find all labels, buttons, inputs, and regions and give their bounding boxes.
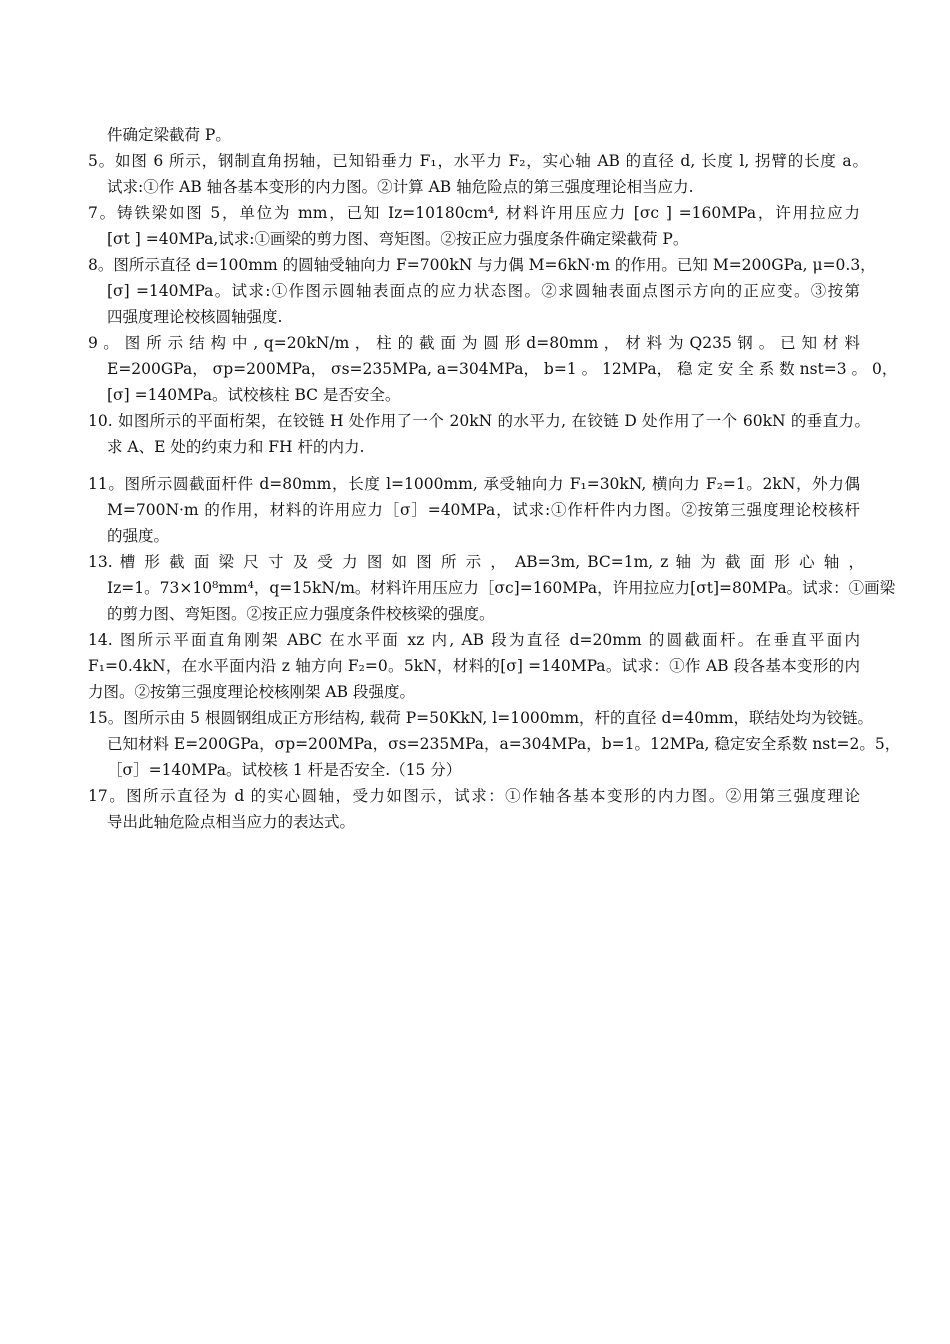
problem-13-line: 13. 槽 形 截 面 梁 尺 寸 及 受 力 图 如 图 所 示 ， AB=3m, BC=1m, z 轴 为 截 面 形 心 轴 ， bbox=[88, 553, 864, 571]
text-line: E=200GPa， σp=200MPa， σs=235MPa, a=304MPa， b=1 。 12MPa， 稳 定 安 全 系 数 nst=3 。 0， bbox=[107, 360, 898, 378]
text-line: 求 A、E 处的约束力和 FH 杆的内力. bbox=[107, 438, 365, 456]
text-line: [σt ] =40MPa,试求:①画梁的剪力图、弯矩图。②按正应力强度条件确定梁截荷 P。 bbox=[107, 230, 689, 248]
problem-14-line: 14. 图所示平面直角刚架 ABC 在水平面 xz 内, AB 段为直径 d=20mm 的圆截面杆。在垂直平面内 bbox=[88, 631, 860, 649]
text-line: F₁=0.4kN，在水平面内沿 z 轴方向 F₂=0。5kN，材料的[σ] =140MPa。试求：①作 AB 段各基本变形的内 bbox=[88, 657, 860, 675]
problem-15-line: 15。图所示由 5 根圆钢组成正方形结构, 载荷 P=50KkN, l=1000mm，杆的直径 d=40mm，联结处均为铰链。 bbox=[88, 709, 874, 727]
text-line: 导出此轴危险点相当应力的表达式。 bbox=[107, 813, 356, 831]
text-line: [σ] =140MPa。试求:①作图示圆轴表面点的应力状态图。②求圆轴表面点图示方向的正应变。③按第 bbox=[107, 282, 860, 300]
text-line: 的强度。 bbox=[107, 527, 170, 545]
text-line: [σ] =140MPa。试校核柱 BC 是否安全。 bbox=[107, 386, 401, 404]
text-line: 试求:①作 AB 轴各基本变形的内力图。②计算 AB 轴危险点的第三强度理论相当应力. bbox=[107, 178, 694, 196]
text-line: 的剪力图、弯矩图。②按正应力强度条件校核梁的强度。 bbox=[107, 605, 495, 623]
text-line: ［σ］=140MPa。试校核 1 杆是否安全.（15 分） bbox=[107, 761, 462, 779]
problem-11-line: 11。图所示圆截面杆件 d=80mm，长度 l=1000mm, 承受轴向力 F₁=30kN, 横向力 F₂=1。2kN，外力偶 bbox=[88, 475, 860, 493]
problem-9-line: 9 。 图 所 示 结 构 中 , q=20kN/m ， 柱 的 截 面 为 圆 形 d=80mm ， 材 料 为 Q235 钢 。 已 知 材 料 bbox=[88, 334, 860, 352]
problem-7-line: 7。铸铁梁如图 5，单位为 mm，已知 Iz=10180cm⁴, 材料许用压应力 [σc ] =160MPa，许用拉应力 bbox=[88, 204, 860, 222]
problem-10-line: 10. 如图所示的平面桁架，在铰链 H 处作用了一个 20kN 的水平力, 在铰链 D 处作用了一个 60kN 的垂直力。 bbox=[88, 412, 870, 430]
text-line: 力图。②按第三强度理论校核刚架 AB 段强度。 bbox=[88, 683, 415, 701]
text-line: 四强度理论校核圆轴强度. bbox=[107, 308, 283, 326]
text-line: Iz=1。73×10⁸mm⁴，q=15kN/m。材料许用压应力［σc]=160MPa，许用拉应力[σt]=80MPa。试求：①画梁 bbox=[107, 579, 896, 597]
text-line: M=700N·m 的作用，材料的许用应力［σ］=40MPa，试求:①作杆件内力图。②按第三强度理论校核杆 bbox=[107, 501, 860, 519]
text-line: 已知材料 E=200GPa，σp=200MPa，σs=235MPa，a=304MPa，b=1。12MPa, 稳定安全系数 nst=2。5， bbox=[107, 735, 901, 753]
text-line: 件确定梁截荷 P。 bbox=[107, 126, 231, 144]
problem-8-line: 8。图所示直径 d=100mm 的圆轴受轴向力 F=700kN 与力偶 M=6kN·m 的作用。已知 M=200GPa, μ=0.3， bbox=[88, 256, 876, 274]
problem-17-line: 17。图所示直径为 d 的实心圆轴，受力如图示，试求：①作轴各基本变形的内力图。②用第三强度理论 bbox=[88, 787, 860, 805]
problem-5-line: 5。如图 6 所示，钢制直角拐轴，已知铅垂力 F₁，水平力 F₂，实心轴 AB 的直径 d, 长度 l, 拐臂的长度 a。 bbox=[88, 152, 868, 170]
